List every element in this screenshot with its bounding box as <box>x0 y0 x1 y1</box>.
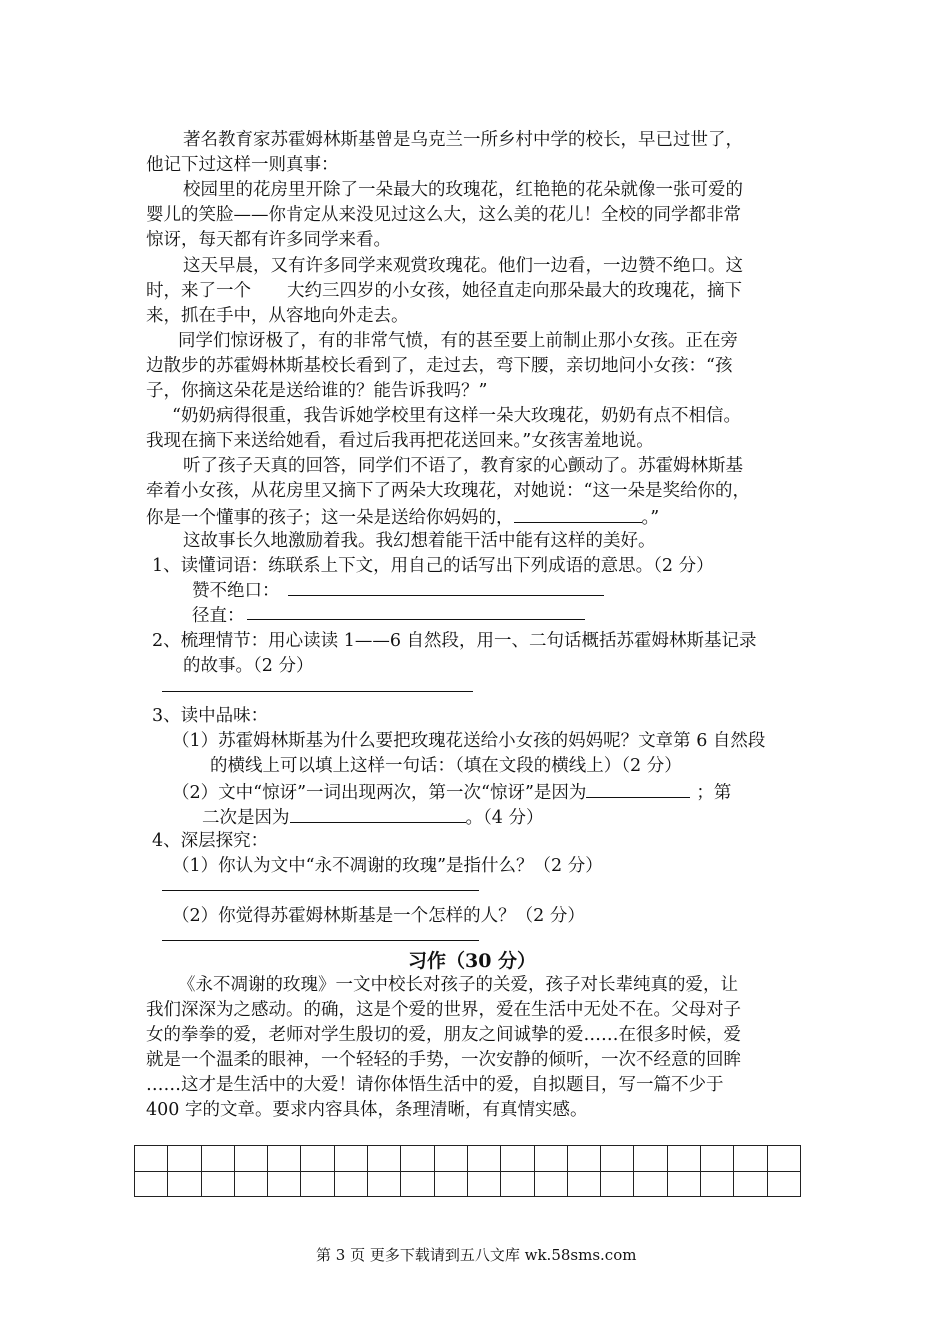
grid-cell[interactable] <box>667 1146 700 1172</box>
composition-line: 我们深深为之感动。的确，这是个爱的世界，爱在生活中无处不在。父母对子 <box>146 1000 741 1020</box>
composition-line: 400 字的文章。要求内容具体，条理清晰，有真情实感。 <box>146 1100 588 1120</box>
grid-cell[interactable] <box>334 1146 367 1172</box>
question-2-cont: 的故事。（2 分） <box>183 656 314 676</box>
passage-line: 来，抓在手中，从容地向外走去。 <box>146 306 409 326</box>
grid-cell[interactable] <box>634 1146 667 1172</box>
passage-fragment: 大约三四岁的小女孩，她径直走向那朵最大的玫瑰花，摘下 <box>287 281 742 301</box>
grid-cell[interactable] <box>767 1171 800 1197</box>
grid-cell[interactable] <box>135 1146 168 1172</box>
grid-cell[interactable] <box>201 1146 234 1172</box>
answer-blank-3-2-first[interactable] <box>586 779 690 798</box>
question-3-2-cont <box>202 804 543 830</box>
grid-cell[interactable] <box>368 1146 401 1172</box>
passage-line: 边散步的苏霍姆林斯基校长看到了，走过去，弯下腰，亲切地问小女孩：“孩 <box>146 356 733 376</box>
answer-line-1a[interactable] <box>288 595 604 596</box>
composition-line: 《永不凋谢的玫瑰》一文中校长对孩子的关爱，孩子对长辈纯真的爱，让 <box>178 975 738 995</box>
passage-line: 同学们惊讶极了，有的非常气愤，有的甚至要上前制止那小女孩。正在旁 <box>178 331 738 351</box>
grid-cell[interactable] <box>268 1171 301 1197</box>
question-3: 3、读中品味： <box>152 706 269 726</box>
grid-row <box>135 1146 801 1172</box>
answer-line-4-2[interactable] <box>162 940 479 941</box>
grid-cell[interactable] <box>501 1171 534 1197</box>
question-fragment: 。（4 分） <box>465 808 544 828</box>
grid-cell[interactable] <box>401 1146 434 1172</box>
composition-line: 就是一个温柔的眼神，一个轻轻的手势，一次安静的倾听，一次不经意的回眸 <box>146 1050 741 1070</box>
grid-cell[interactable] <box>734 1171 767 1197</box>
passage-fragment: 。” <box>641 508 660 528</box>
passage-line: 听了孩子天真的回答，同学们不语了，教育家的心颤动了。苏霍姆林斯基 <box>183 456 743 476</box>
grid-cell[interactable] <box>467 1146 500 1172</box>
question-1: 1、读懂词语：练联系上下文，用自己的话写出下列成语的意思。（2 分） <box>152 556 714 576</box>
grid-cell[interactable] <box>334 1171 367 1197</box>
question-3-1: （1）苏霍姆林斯基为什么要把玫瑰花送给小女孩的妈妈呢？文章第 6 自然段 <box>172 731 766 751</box>
writing-grid[interactable] <box>134 1145 801 1197</box>
grid-cell[interactable] <box>234 1146 267 1172</box>
question-1a-label: 赞不绝口： <box>192 581 280 601</box>
grid-cell[interactable] <box>434 1171 467 1197</box>
passage-line: 校园里的花房里开除了一朵最大的玫瑰花，红艳艳的花朵就像一张可爱的 <box>183 180 743 200</box>
passage-line <box>146 504 659 530</box>
passage-line <box>146 279 742 303</box>
question-fragment: 二次是因为 <box>202 808 290 828</box>
grid-cell[interactable] <box>734 1146 767 1172</box>
passage-line: 这故事长久地激励着我。我幻想着能干活中能有这样的美好。 <box>183 531 656 551</box>
passage-line: “奶奶病得很重，我告诉她学校里有这样一朵大玫瑰花，奶奶有点不相信。 <box>172 406 741 426</box>
grid-cell[interactable] <box>301 1171 334 1197</box>
question-3-2 <box>172 779 731 805</box>
grid-cell[interactable] <box>667 1171 700 1197</box>
answer-blank-3-2-second[interactable] <box>290 804 466 823</box>
answer-line-2[interactable] <box>162 691 473 692</box>
grid-cell[interactable] <box>601 1171 634 1197</box>
passage-fragment: 时，来了一个 <box>146 281 251 301</box>
passage-line: 子，你摘这朵花是送给谁的？能告诉我吗？” <box>146 381 488 401</box>
passage-line: 这天早晨，又有许多同学来观赏玫瑰花。他们一边看，一边赞不绝口。这 <box>183 256 743 276</box>
answer-line-4-1[interactable] <box>162 890 479 891</box>
grid-cell[interactable] <box>168 1146 201 1172</box>
answer-blank-paragraph6[interactable] <box>514 504 642 523</box>
question-1b-label: 径直： <box>192 606 245 626</box>
grid-cell[interactable] <box>434 1146 467 1172</box>
grid-cell[interactable] <box>601 1146 634 1172</box>
question-fragment: （2）文中“惊讶”一词出现两次，第一次“惊讶”是因为 <box>172 783 587 803</box>
grid-cell[interactable] <box>401 1171 434 1197</box>
grid-cell[interactable] <box>301 1146 334 1172</box>
grid-cell[interactable] <box>534 1146 567 1172</box>
composition-line: 女的拳拳的爱，老师对学生殷切的爱，朋友之间诚挚的爱……在很多时候，爱 <box>146 1025 741 1045</box>
grid-cell[interactable] <box>567 1171 600 1197</box>
grid-cell[interactable] <box>234 1171 267 1197</box>
grid-cell[interactable] <box>701 1146 734 1172</box>
passage-fragment: 你是一个懂事的孩子；这一朵是送给你妈妈的， <box>146 508 514 528</box>
passage-line: 牵着小女孩，从花房里又摘下了两朵大玫瑰花，对她说：“这一朵是奖给你的， <box>146 481 750 501</box>
question-4-2: （2）你觉得苏霍姆林斯基是一个怎样的人？（2 分） <box>172 906 585 926</box>
grid-cell[interactable] <box>368 1171 401 1197</box>
grid-cell[interactable] <box>767 1146 800 1172</box>
grid-cell[interactable] <box>268 1146 301 1172</box>
grid-cell[interactable] <box>701 1171 734 1197</box>
passage-line: 惊讶，每天都有许多同学来看。 <box>146 230 391 250</box>
grid-cell[interactable] <box>501 1146 534 1172</box>
passage-line: 他记下过这样一则真事： <box>146 155 339 175</box>
question-2: 2、梳理情节：用心读读 1——6 自然段，用一、二句话概括苏霍姆林斯基记录 <box>152 631 757 651</box>
grid-row <box>135 1171 801 1197</box>
grid-cell[interactable] <box>467 1171 500 1197</box>
composition-title: 习作（30 分） <box>408 950 537 972</box>
passage-line: 著名教育家苏霍姆林斯基曾是乌克兰一所乡村中学的校长，早已过世了， <box>183 130 743 150</box>
question-4: 4、深层探究： <box>152 831 269 851</box>
page-footer: 第 3 页 更多下载请到五八文库 wk.58sms.com <box>316 1246 637 1264</box>
grid-cell[interactable] <box>567 1146 600 1172</box>
grid-cell[interactable] <box>634 1171 667 1197</box>
grid-cell[interactable] <box>534 1171 567 1197</box>
passage-line: 我现在摘下来送给她看，看过后我再把花送回来。”女孩害羞地说。 <box>146 431 654 451</box>
grid-cell[interactable] <box>168 1171 201 1197</box>
passage-line: 婴儿的笑脸——你肯定从来没见过这么大，这么美的花儿！全校的同学都非常 <box>146 205 741 225</box>
question-fragment: ；第 <box>696 783 732 803</box>
grid-cell[interactable] <box>201 1171 234 1197</box>
grid-cell[interactable] <box>135 1171 168 1197</box>
answer-line-1b[interactable] <box>247 619 585 620</box>
composition-line: ……这才是生活中的大爱！请你体悟生活中的爱，自拟题目，写一篇不少于 <box>146 1075 724 1095</box>
question-3-1-cont: 的横线上可以填上这样一句话：（填在文段的横线上）（2 分） <box>210 756 682 776</box>
question-4-1: （1）你认为文中“永不凋谢的玫瑰”是指什么？（2 分） <box>172 856 603 876</box>
